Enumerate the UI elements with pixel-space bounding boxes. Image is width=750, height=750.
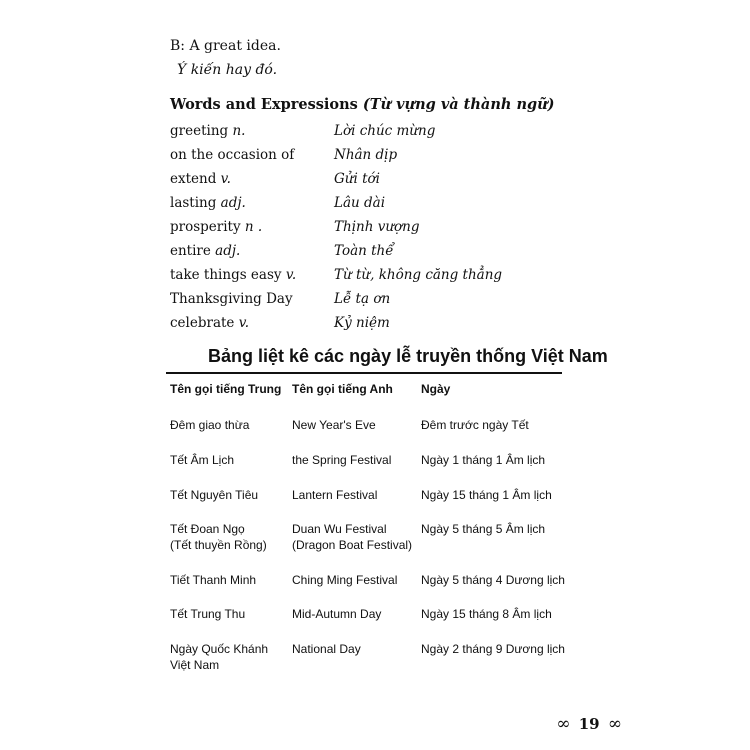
vocab-pos: v.	[285, 267, 297, 283]
vocab-term: entire adj.	[170, 243, 241, 259]
words-heading-en: Words and Expressions	[170, 96, 358, 113]
vocab-meaning: Từ từ, không căng thẳng	[334, 267, 503, 283]
vocab-term: take things easy v.	[170, 267, 297, 283]
holiday-en-name: Lantern Festival	[292, 488, 378, 502]
vocab-meaning: Thịnh vượng	[334, 219, 420, 235]
vocab-term: celebrate v.	[170, 315, 250, 331]
vocab-term: greeting n.	[170, 123, 246, 139]
holiday-date: Đêm trước ngày Tết	[421, 418, 529, 432]
holiday-en-name: the Spring Festival	[292, 453, 392, 467]
holiday-vn-name: Tiết Thanh Minh	[170, 573, 257, 587]
vocab-pos: v.	[220, 171, 231, 187]
vocab-meaning: Nhân dịp	[334, 147, 398, 163]
words-heading-vn: (Từ vựng và thành ngữ)	[362, 96, 555, 113]
holiday-vn-name: Ngày Quốc Khánh Việt Nam	[170, 642, 269, 672]
words-section-heading	[170, 96, 555, 113]
vocab-term: prosperity n .	[170, 219, 263, 235]
vocab-term: Thanksgiving Day	[170, 291, 293, 307]
header-english-name: Tên gọi tiếng Anh	[292, 382, 393, 396]
vocab-item	[170, 291, 590, 313]
ornament-right-icon: ∞	[607, 714, 622, 734]
vocab-meaning: Toàn thể	[334, 243, 394, 259]
holiday-vn-name: Tết Âm Lịch	[170, 453, 235, 467]
vocab-pos: adj.	[220, 195, 246, 211]
dialogue-line-english	[170, 38, 281, 54]
vocab-meaning: Lâu dài	[334, 195, 386, 211]
holiday-date: Ngày 15 tháng 8 Âm lịch	[421, 607, 552, 621]
header-date: Ngày	[421, 382, 451, 396]
title-underline	[166, 372, 562, 374]
dialogue-english-text: A great idea.	[189, 38, 281, 54]
vocab-item	[170, 147, 590, 169]
holiday-vn-name: Tết Đoan Ngọ (Tết thuyền Rồng)	[170, 522, 267, 552]
vocab-meaning: Lễ tạ ơn	[334, 291, 391, 307]
vocab-item	[170, 243, 590, 265]
vocab-item	[170, 267, 590, 289]
vocab-item	[170, 195, 590, 217]
holiday-date: Ngày 15 tháng 1 Âm lịch	[421, 488, 552, 502]
vocab-pos: adj.	[215, 243, 241, 259]
dialogue-line-vietnamese: Ý kiến hay đó.	[177, 62, 278, 78]
page-footer	[556, 714, 622, 734]
vocab-meaning: Lời chúc mừng	[334, 123, 436, 139]
holiday-table-title: Bảng liệt kê các ngày lễ truyền thống Việt Nam	[208, 346, 608, 366]
header-chinese-name: Tên gọi tiếng Trung	[170, 382, 282, 396]
holiday-vn-name: Đêm giao thừa	[170, 418, 250, 432]
holiday-en-name: National Day	[292, 642, 361, 656]
speaker-label: B:	[170, 38, 186, 54]
vocab-meaning: Kỷ niệm	[334, 315, 390, 331]
vocab-pos: n.	[232, 123, 246, 139]
vocab-term: on the occasion of	[170, 147, 295, 163]
vocab-item	[170, 219, 590, 241]
page-number: 19	[578, 715, 600, 733]
holiday-date: Ngày 5 tháng 4 Dương lịch	[421, 573, 565, 587]
holiday-en-name: Mid-Autumn Day	[292, 607, 382, 621]
vocab-pos: v.	[238, 315, 250, 331]
holiday-vn-name: Tết Trung Thu	[170, 607, 246, 621]
holiday-en-name: Duan Wu Festival (Dragon Boat Festival)	[292, 522, 413, 552]
vocab-item	[170, 123, 590, 145]
vocab-term: lasting adj.	[170, 195, 246, 211]
ornament-left-icon: ∞	[556, 714, 571, 734]
vocab-term: extend v.	[170, 171, 231, 187]
holiday-date: Ngày 2 tháng 9 Dương lịch	[421, 642, 565, 656]
vocab-pos: n .	[244, 219, 263, 235]
vocab-item	[170, 171, 590, 193]
holiday-date: Ngày 5 tháng 5 Âm lịch	[421, 522, 546, 536]
holiday-vn-name: Tết Nguyên Tiêu	[170, 488, 259, 502]
vocab-item	[170, 315, 590, 337]
holiday-en-name: Ching Ming Festival	[292, 573, 398, 587]
holiday-en-name: New Year's Eve	[292, 418, 376, 432]
holiday-date: Ngày 1 tháng 1 Âm lịch	[421, 453, 546, 467]
vocab-meaning: Gửi tới	[334, 171, 380, 187]
